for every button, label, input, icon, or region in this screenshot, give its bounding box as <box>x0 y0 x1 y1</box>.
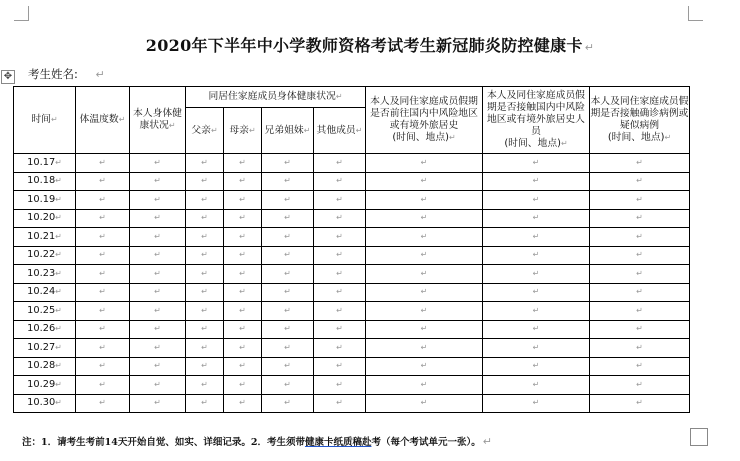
entry-cell[interactable]: ↵ <box>76 394 130 413</box>
entry-cell[interactable]: ↵ <box>186 228 224 247</box>
entry-cell[interactable]: ↵ <box>590 320 690 339</box>
entry-cell[interactable]: ↵ <box>186 302 224 321</box>
entry-cell[interactable]: ↵ <box>224 339 262 358</box>
title-text: 2020年下半年中小学教师资格考试考生新冠肺炎防控健康卡 <box>145 36 583 55</box>
entry-cell[interactable]: ↵ <box>366 209 483 228</box>
entry-cell[interactable]: ↵ <box>366 246 483 265</box>
page-corner-mark <box>14 6 29 21</box>
footnote: 注：1．请考生考前14天开始自觉、如实、详细记录。2．考生须带健康卡纸质稿赴考（每个考试单元一张）。 ↵ <box>22 435 492 448</box>
entry-cell[interactable]: ↵ <box>76 339 130 358</box>
header-others[interactable]: 其他成员↵ <box>314 108 366 154</box>
entry-cell[interactable]: ↵ <box>224 154 262 173</box>
entry-cell[interactable]: ↵ <box>186 265 224 284</box>
entry-cell[interactable]: ↵ <box>314 302 366 321</box>
entry-cell[interactable]: ↵ <box>314 320 366 339</box>
header-father[interactable]: 父亲↵ <box>186 108 224 154</box>
entry-cell[interactable]: ↵ <box>314 246 366 265</box>
entry-cell[interactable]: ↵ <box>590 302 690 321</box>
entry-cell[interactable]: ↵ <box>186 357 224 376</box>
entry-cell[interactable]: ↵ <box>186 209 224 228</box>
entry-cell[interactable]: ↵ <box>224 209 262 228</box>
table-row <box>14 357 690 376</box>
entry-cell[interactable]: ↵ <box>366 376 483 395</box>
entry-cell[interactable]: ↵ <box>366 394 483 413</box>
entry-cell[interactable]: ↵ <box>483 357 590 376</box>
entry-cell[interactable]: ↵ <box>366 283 483 302</box>
entry-cell[interactable]: ↵ <box>224 228 262 247</box>
date-cell[interactable]: 10.22↵ <box>14 246 76 265</box>
entry-cell[interactable]: ↵ <box>262 172 314 191</box>
date-cell[interactable]: 10.19↵ <box>14 191 76 210</box>
entry-cell[interactable]: ↵ <box>483 283 590 302</box>
entry-cell[interactable]: ↵ <box>76 246 130 265</box>
entry-cell[interactable]: ↵ <box>314 339 366 358</box>
date-cell[interactable]: 10.29↵ <box>14 376 76 395</box>
entry-cell[interactable]: ↵ <box>314 191 366 210</box>
entry-cell[interactable]: ↵ <box>590 191 690 210</box>
entry-cell[interactable]: ↵ <box>262 228 314 247</box>
entry-cell[interactable]: ↵ <box>224 265 262 284</box>
entry-cell[interactable]: ↵ <box>130 191 186 210</box>
entry-cell[interactable]: ↵ <box>483 246 590 265</box>
entry-cell[interactable]: ↵ <box>224 172 262 191</box>
entry-cell[interactable]: ↵ <box>262 246 314 265</box>
entry-cell[interactable]: ↵ <box>224 246 262 265</box>
entry-cell[interactable]: ↵ <box>366 228 483 247</box>
entry-cell[interactable]: ↵ <box>314 265 366 284</box>
entry-cell[interactable]: ↵ <box>590 209 690 228</box>
document-title <box>0 33 740 56</box>
entry-cell[interactable]: ↵ <box>314 209 366 228</box>
entry-cell[interactable]: ↵ <box>76 191 130 210</box>
entry-cell[interactable]: ↵ <box>186 339 224 358</box>
table-row <box>14 376 690 395</box>
entry-cell[interactable]: ↵ <box>130 209 186 228</box>
entry-cell[interactable]: ↵ <box>314 172 366 191</box>
health-card-table <box>13 86 690 413</box>
entry-cell[interactable]: ↵ <box>186 246 224 265</box>
entry-cell[interactable]: ↵ <box>186 172 224 191</box>
page-corner-mark <box>688 6 703 21</box>
entry-cell[interactable]: ↵ <box>130 376 186 395</box>
entry-cell[interactable]: ↵ <box>590 265 690 284</box>
entry-cell[interactable]: ↵ <box>590 172 690 191</box>
entry-cell[interactable]: ↵ <box>366 302 483 321</box>
entry-cell[interactable]: ↵ <box>76 302 130 321</box>
table-row <box>14 283 690 302</box>
header-contact-cases[interactable]: 本人及同住家庭成员假期是否接触确诊病例或疑似病例 (时间、地点)↵ <box>590 87 690 154</box>
entry-cell[interactable]: ↵ <box>483 172 590 191</box>
entry-cell[interactable]: ↵ <box>314 376 366 395</box>
entry-cell[interactable]: ↵ <box>130 339 186 358</box>
entry-cell[interactable]: ↵ <box>130 320 186 339</box>
entry-cell[interactable]: ↵ <box>130 172 186 191</box>
entry-cell[interactable]: ↵ <box>314 357 366 376</box>
entry-cell[interactable]: ↵ <box>224 320 262 339</box>
entry-cell[interactable]: ↵ <box>262 394 314 413</box>
date-cell[interactable]: 10.17↵ <box>14 154 76 173</box>
entry-cell[interactable]: ↵ <box>224 283 262 302</box>
header-mother[interactable]: 母亲↵ <box>224 108 262 154</box>
entry-cell[interactable]: ↵ <box>366 320 483 339</box>
layout-options-box[interactable] <box>690 428 708 446</box>
entry-cell[interactable]: ↵ <box>130 154 186 173</box>
entry-cell[interactable]: ↵ <box>483 154 590 173</box>
entry-cell[interactable]: ↵ <box>314 283 366 302</box>
paragraph-mark-icon: ↵ <box>95 68 105 81</box>
entry-cell[interactable]: ↵ <box>76 172 130 191</box>
entry-cell[interactable]: ↵ <box>366 172 483 191</box>
entry-cell[interactable]: ↵ <box>76 376 130 395</box>
entry-cell[interactable]: ↵ <box>483 265 590 284</box>
candidate-name-line[interactable] <box>28 66 105 82</box>
entry-cell[interactable]: ↵ <box>483 339 590 358</box>
table-move-handle-icon[interactable]: ✥ <box>1 70 15 84</box>
entry-cell[interactable]: ↵ <box>130 265 186 284</box>
paragraph-mark-icon: ↵ <box>584 41 595 54</box>
entry-cell[interactable]: ↵ <box>76 283 130 302</box>
entry-cell[interactable]: ↵ <box>366 339 483 358</box>
entry-cell[interactable]: ↵ <box>262 283 314 302</box>
entry-cell[interactable]: ↵ <box>186 283 224 302</box>
header-contact-travel[interactable]: 本人及同住家庭成员假期是否接触国内中风险地区或有境外旅居史人员 (时间、地点)↵ <box>483 87 590 154</box>
header-temperature[interactable]: 体温度数↵ <box>76 87 130 154</box>
entry-cell[interactable]: ↵ <box>262 320 314 339</box>
entry-cell[interactable]: ↵ <box>590 357 690 376</box>
entry-cell[interactable]: ↵ <box>483 394 590 413</box>
entry-cell[interactable]: ↵ <box>76 154 130 173</box>
entry-cell[interactable]: ↵ <box>590 246 690 265</box>
entry-cell[interactable]: ↵ <box>483 209 590 228</box>
entry-cell[interactable]: ↵ <box>130 394 186 413</box>
entry-cell[interactable]: ↵ <box>224 357 262 376</box>
entry-cell[interactable]: ↵ <box>483 302 590 321</box>
footnote-underlined-text: 健康卡纸质稿赴 <box>304 437 372 448</box>
entry-cell[interactable]: ↵ <box>130 246 186 265</box>
entry-cell[interactable]: ↵ <box>76 357 130 376</box>
table-row <box>14 154 690 173</box>
table-row <box>14 209 690 228</box>
entry-cell[interactable]: ↵ <box>262 209 314 228</box>
table-row <box>14 394 690 413</box>
header-time[interactable]: 时间↵ <box>14 87 76 154</box>
entry-cell[interactable]: ↵ <box>262 265 314 284</box>
entry-cell[interactable]: ↵ <box>262 154 314 173</box>
date-cell[interactable]: 10.26↵ <box>14 320 76 339</box>
entry-cell[interactable]: ↵ <box>76 228 130 247</box>
entry-cell[interactable]: ↵ <box>366 154 483 173</box>
entry-cell[interactable]: ↵ <box>186 154 224 173</box>
table-row <box>14 302 690 321</box>
entry-cell[interactable]: ↵ <box>130 357 186 376</box>
entry-cell[interactable]: ↵ <box>590 154 690 173</box>
entry-cell[interactable]: ↵ <box>76 209 130 228</box>
entry-cell[interactable]: ↵ <box>366 265 483 284</box>
entry-cell[interactable]: ↵ <box>76 320 130 339</box>
date-cell[interactable]: 10.25↵ <box>14 302 76 321</box>
entry-cell[interactable]: ↵ <box>262 339 314 358</box>
table-row <box>14 339 690 358</box>
entry-cell[interactable]: ↵ <box>262 191 314 210</box>
table-row <box>14 228 690 247</box>
entry-cell[interactable]: ↵ <box>314 394 366 413</box>
entry-cell[interactable]: ↵ <box>186 394 224 413</box>
entry-cell[interactable]: ↵ <box>262 376 314 395</box>
date-cell[interactable]: 10.18↵ <box>14 172 76 191</box>
candidate-name-label: 考生姓名: <box>28 67 78 81</box>
date-cell[interactable]: 10.23↵ <box>14 265 76 284</box>
entry-cell[interactable]: ↵ <box>590 283 690 302</box>
entry-cell[interactable]: ↵ <box>314 228 366 247</box>
header-domestic-risk[interactable]: 本人及同住家庭成员假期是否前往国内中风险地区或有境外旅居史 (时间、地点)↵ <box>366 87 483 154</box>
entry-cell[interactable]: ↵ <box>186 376 224 395</box>
entry-cell[interactable]: ↵ <box>590 376 690 395</box>
entry-cell[interactable]: ↵ <box>366 191 483 210</box>
entry-cell[interactable]: ↵ <box>483 228 590 247</box>
entry-cell[interactable]: ↵ <box>224 302 262 321</box>
table-row <box>14 246 690 265</box>
entry-cell[interactable]: ↵ <box>224 394 262 413</box>
date-cell[interactable]: 10.24↵ <box>14 283 76 302</box>
table-row <box>14 172 690 191</box>
entry-cell[interactable]: ↵ <box>130 302 186 321</box>
header-family-health[interactable]: 同居住家庭成员身体健康状况↵ <box>186 87 366 108</box>
entry-cell[interactable]: ↵ <box>483 376 590 395</box>
entry-cell[interactable]: ↵ <box>224 191 262 210</box>
entry-cell[interactable]: ↵ <box>186 191 224 210</box>
table-row <box>14 265 690 284</box>
entry-cell[interactable]: ↵ <box>590 339 690 358</box>
entry-cell[interactable]: ↵ <box>76 265 130 284</box>
entry-cell[interactable]: ↵ <box>186 320 224 339</box>
entry-cell[interactable]: ↵ <box>590 394 690 413</box>
table-row <box>14 320 690 339</box>
header-siblings[interactable]: 兄弟姐妹↵ <box>262 108 314 154</box>
entry-cell[interactable]: ↵ <box>314 154 366 173</box>
entry-cell[interactable]: ↵ <box>262 302 314 321</box>
date-cell[interactable]: 10.20↵ <box>14 209 76 228</box>
header-self-health[interactable]: 本人身体健康状况↵ <box>130 87 186 154</box>
entry-cell[interactable]: ↵ <box>130 228 186 247</box>
date-cell[interactable]: 10.27↵ <box>14 339 76 358</box>
entry-cell[interactable]: ↵ <box>483 191 590 210</box>
entry-cell[interactable]: ↵ <box>483 320 590 339</box>
date-cell[interactable]: 10.28↵ <box>14 357 76 376</box>
table-row <box>14 191 690 210</box>
entry-cell[interactable]: ↵ <box>366 357 483 376</box>
entry-cell[interactable]: ↵ <box>224 376 262 395</box>
date-cell[interactable]: 10.21↵ <box>14 228 76 247</box>
entry-cell[interactable]: ↵ <box>262 357 314 376</box>
paragraph-mark-icon: ↵ <box>482 435 492 448</box>
entry-cell[interactable]: ↵ <box>130 283 186 302</box>
date-cell[interactable]: 10.30↵ <box>14 394 76 413</box>
entry-cell[interactable]: ↵ <box>590 228 690 247</box>
